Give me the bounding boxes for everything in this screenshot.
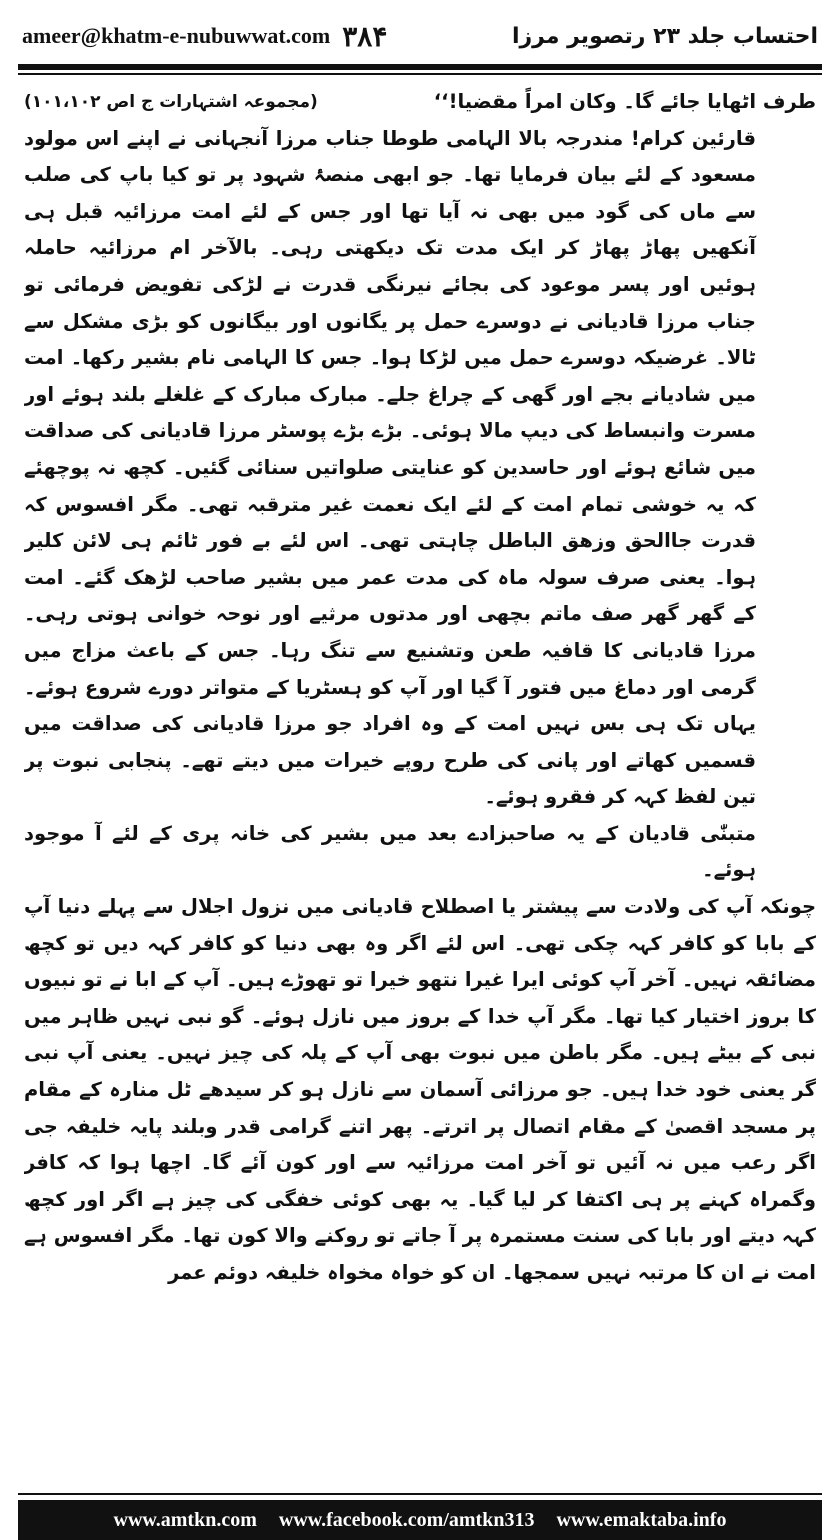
page-body: [24, 84, 816, 1484]
header-email: ameer@khatm-e-nubuwwat.com: [22, 23, 331, 48]
opening-quote-text: طرف اٹھایا جائے گا۔ وکان امراً مقضیا!‘‘: [433, 90, 816, 113]
header-rule-thin: [18, 73, 822, 75]
paragraph-2: متبنّٰی قادیان کے یہ صاحبزادے بعد میں بشیر کی خانہ پری کے لئے آ موجود ہوئے۔: [24, 821, 756, 882]
opening-reference: (مجموعہ اشتہارات ج اص ۱۰۱،۱۰۲): [24, 92, 318, 112]
footer-link-amtkn[interactable]: www.amtkn.com: [113, 1508, 257, 1531]
running-title: احتساب جلد ۲۳ رتصویر مرزا: [511, 23, 818, 49]
paragraph-1: قارئین کرام! مندرجہ بالا الہامی طوطا جناب مرزا آنجہانی نے اپنے اس مولود مسعود کے لئے بیان فرمایا تھا۔ جو ابھی منصۂ شہود پر تو کیا باپ کی صلب سے ماں کی گود میں بھی نہ آیا تھا اور جس کے لئے امت مرزائیہ قبل ہی آنکھیں پھاڑ پھاڑ کر ایک مدت تک دیکھتی رہی۔ بالآخر ام مرزائیہ حاملہ ہوئیں اور پسر موعود کی بجائے نیرنگی قدرت نے لڑکی تفویض فرمائی تو جناب مرزا قادیانی نے دوسرے حمل پر یگانوں اور بیگانوں کو بڑی مشکل سے ٹالا۔ غرضیکہ دوسرے حمل میں لڑکا ہوا۔ جس کا الہامی نام بشیر رکھا۔ امت میں شادیانے بجے اور گھی کے چراغ جلے۔ مبارک مبارک کے غلغلے بلند ہوئے اور مسرت وانبساط کی دیپ مالا ہوئی۔ بڑے بڑے پوسٹر مرزا قادیانی کی صداقت میں شائع ہوئے اور حاسدین کو عنایتی صلواتیں سنائی گئیں۔ کچھ نہ پوچھئے کہ یہ خوشی تمام امت کے لئے ایک نعمت غیر مترقبہ تھی۔ مگر افسوس کہ قدرت جاالحق وزھق الباطل چاہتی تھی۔ اس لئے بے فور ٹائم ہی لائن کلیر ہوا۔ یعنی صرف سولہ ماہ کی مدت عمر میں بشیر صاحب لڑھک گئے۔ امت کے گھر گھر صف ماتم بچھی اور مدتوں مرثیے اور نوحہ خوانی ہوتی رہی۔ مرزا قادیانی کا قافیہ طعن وتشنیع سے تنگ رہا۔ جس کے باعث مزاج میں گرمی اور دماغ میں فتور آ گیا اور آپ کو ہسٹریا کے متواتر دورے شروع ہوئے۔ یہاں تک ہی بس نہیں امت کے وہ افراد جو مرزا قادیانی کی صداقت میں قسمیں کھاتے اور پانی کی طرح روپے خیرات میں دیتے تھے۔ پنجابی نبوت پر تین لفظ کہہ کر فقرو ہوئے۔: [24, 126, 756, 809]
footer-rule-thin: [18, 1493, 822, 1495]
header-rule-thick: [18, 64, 822, 70]
header-left: [22, 20, 387, 53]
footer-link-facebook[interactable]: www.facebook.com/amtkn313: [278, 1508, 535, 1531]
paragraph-3: چونکہ آپ کی ولادت سے پیشتر یا اصطلاح قادیانی میں نزول اجلال سے پہلے دنیا آپ کے بابا کو کافر کہہ چکی تھی۔ اس لئے اگر وہ بھی دنیا کو کافر کہہ دیں تو کچھ مضائقہ نہیں۔ آخر آپ کوئی ایرا غیرا نتھو خیرا تو تھوڑے ہیں۔ آپ کے ابا نے تو نبیوں کا بروز اختیار کیا تھا۔ مگر آپ خدا کے بروز میں نازل ہوئے۔ گو نبی نہیں ظاہر میں نبی کے بیٹے ہیں۔ مگر باطن میں نبوت بھی آپ کے پلہ کی چیز نہیں۔ یعنی آپ نبی گر یعنی خود خدا ہیں۔ جو مرزائی آسمان سے نازل ہو کر سیدھے ٹل منارہ کے مقام پر مسجد اقصیٰ کے مقام اتصال پر اترتے۔ پھر اتنے گرامی قدر وبلند پایہ خلیفہ جی اگر رعب میں نہ آئیں تو آخر امت مرزائیہ سے اور کون آئے گا۔ اچھا ہوا کہ کافر وگمراہ کہنے پر ہی اکتفا کر لیا گیا۔ یہ بھی کوئی خفگی کی چیز ہے اگر اور کچھ کہہ دیتے اور بابا کی سنت مستمرہ پر آ جاتے تو روکنے والا کون تھا۔ مگر افسوس ہے امت نے ان کا مرتبہ نہیں سمجھا۔ ان کو خواہ مخواہ خلیفہ دوئم عمر: [24, 895, 816, 1284]
page-header: [22, 14, 818, 58]
footer-bar: [18, 1500, 822, 1540]
footer-link-emaktaba[interactable]: www.emaktaba.info: [556, 1508, 727, 1531]
page-number: ۳۸۴: [342, 19, 388, 53]
opening-line: [24, 84, 816, 121]
